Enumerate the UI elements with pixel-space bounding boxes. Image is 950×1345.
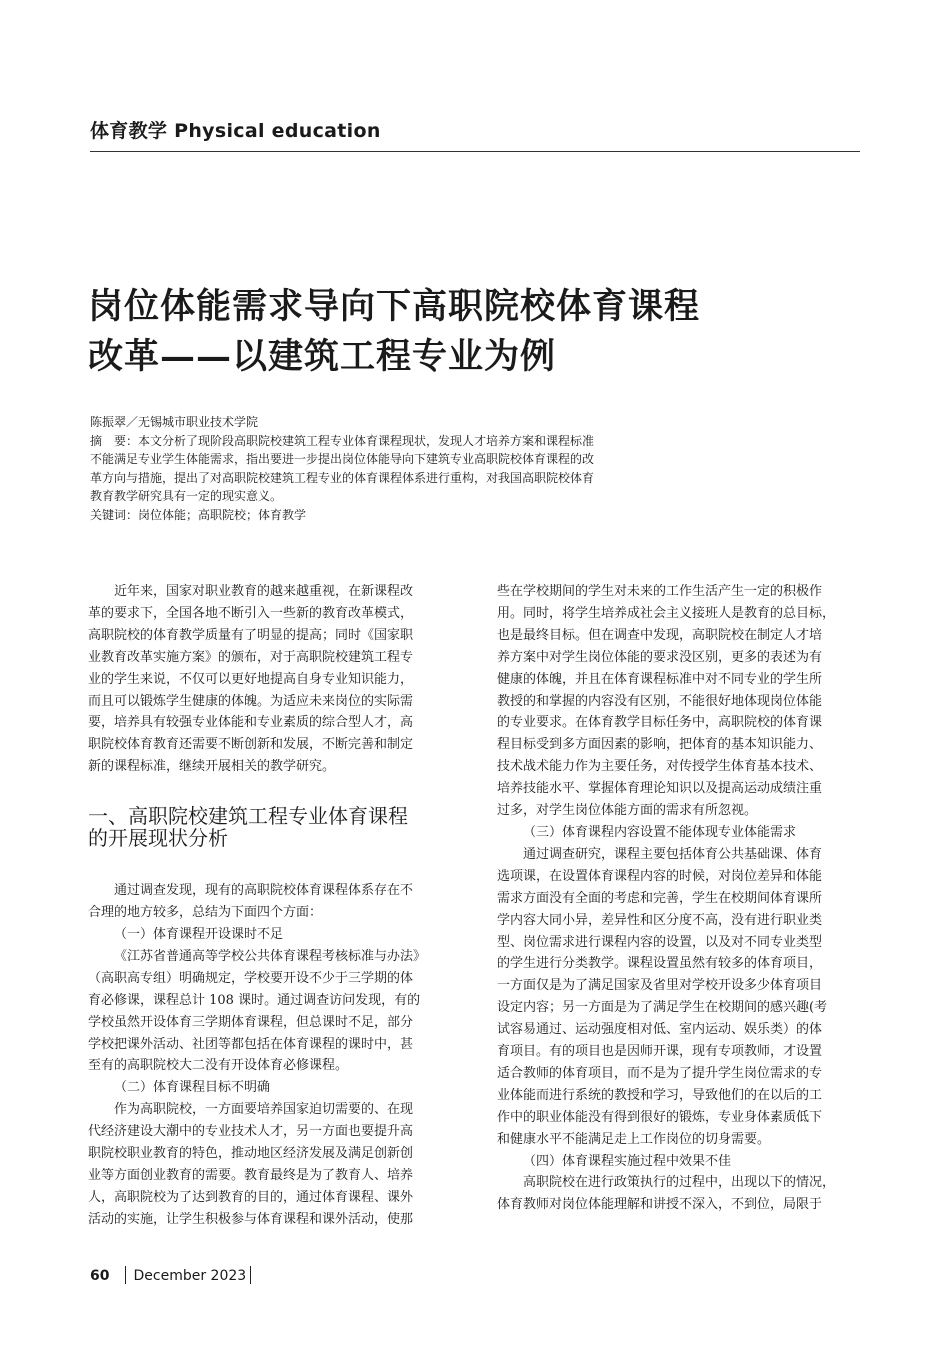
title-line-2: 改革——以建筑工程专业为例 xyxy=(88,336,557,377)
text-line: 而且可以锻炼学生健康的体魄。为适应未来岗位的实际需 xyxy=(88,693,414,709)
text-line: 业的学生来说，不仅可以更好地提高自身专业知识能力， xyxy=(88,671,414,687)
text-line: 作为高职院校，一方面要培养国家迫切需要的、在现 xyxy=(114,1102,414,1118)
page-footer xyxy=(90,1266,251,1284)
text-line: 要，培养具有较强专业体能和专业素质的综合型人才，高 xyxy=(88,715,414,731)
text-line: 《江苏省普通高等学校公共体育课程考核标准与办法》 xyxy=(114,948,427,964)
text-line: 健康的体魄，并且在体育课程标准中对不同专业的学生所 xyxy=(497,671,823,687)
sub2-paragraph xyxy=(88,1099,453,1230)
text-line: 通过调查发现，现有的高职院校体育课程体系存在不 xyxy=(114,883,414,899)
abstract-line: 教育教学研究具有一定的现实意义。 xyxy=(90,489,283,504)
text-line: 革的要求下，全国各地不断引入一些新的教育改革模式， xyxy=(88,605,414,621)
text-line: 代经济建设大潮中的专业技术人才，另一方面也要提升高 xyxy=(88,1124,414,1140)
text-line: 职院校体育教育还需要不断创新和发展，不断完善和制定 xyxy=(88,737,414,753)
section-heading-line: 一、高职院校建筑工程专业体育课程 xyxy=(88,804,408,829)
text-line: 业体能而进行系统的教授和学习，导致他们的在以后的工 xyxy=(497,1087,823,1103)
intro-paragraph xyxy=(88,581,453,778)
text-line: 需求方面没有全面的考虑和完善，学生在校期间体育课所 xyxy=(497,890,823,906)
abstract-line: 革方向与措施，提出了对高职院校建筑工程专业的体育课程体系进行重构，对我国高职院校体育 xyxy=(90,470,595,485)
text-line: 新的课程标准，继续开展相关的教学研究。 xyxy=(88,759,336,775)
title-line-1: 岗位体能需求导向下高职院校体育课程 xyxy=(88,286,701,327)
text-line: 学校把课外活动、社团等都包括在体育课程的课时中，甚 xyxy=(88,1036,414,1052)
text-line: 培养技能水平、掌握体育理论知识以及提高运动成绩注重 xyxy=(497,781,823,797)
subheading-3: （三）体育课程内容设置不能体现专业体能需求 xyxy=(523,824,797,840)
left-column xyxy=(88,581,453,1231)
text-line: 体育教师对岗位体能理解和讲授不深入，不到位，局限于 xyxy=(497,1197,823,1213)
text-line: 用。同时，将学生培养成社会主义接班人是教育的总目标， xyxy=(497,605,836,621)
footer-divider xyxy=(125,1266,126,1284)
text-line: 高职院校在进行政策执行的过程中，出现以下的情况， xyxy=(523,1175,836,1191)
subheading-1: （一）体育课程开设课时不足 xyxy=(114,926,284,942)
text-line: 教授的和掌握的内容没有区别，不能很好地体现岗位体能 xyxy=(497,693,823,709)
text-line: 近年来，国家对职业教育的越来越重视，在新课程改 xyxy=(114,584,414,599)
article-meta xyxy=(90,413,702,525)
text-line: 选项课，在设置体育课程内容的时候，对岗位差异和体能 xyxy=(497,868,823,884)
text-line: 一方面仅是为了满足国家及省里对学校开设多少体育项目 xyxy=(497,978,823,994)
text-line: 通过调查研究，课程主要包括体育公共基础课、体育 xyxy=(523,846,823,862)
text-line: 的专业要求。在体育教学目标任务中，高职院校的体育课 xyxy=(497,715,823,731)
running-header: 体育教学 Physical education xyxy=(90,120,381,142)
text-line: 高职院校的体育教学质量有了明显的提高；同时《国家职 xyxy=(88,627,414,643)
issue-date: December 2023 xyxy=(133,1268,247,1284)
sub4-paragraph xyxy=(497,1172,862,1216)
abstract-line: 摘 要：本文分析了现阶段高职院校建筑工程专业体育课程现状，发现人才培养方案和课程标准 xyxy=(90,433,595,448)
keywords: 关键词：岗位体能；高职院校；体育教学 xyxy=(90,507,307,522)
text-line: 些在学校期间的学生对未来的工作生活产生一定的积极作 xyxy=(497,584,823,599)
text-line: 也是最终目标。但在调查中发现，高职院校在制定人才培 xyxy=(497,627,823,643)
section-heading-line: 的开展现状分析 xyxy=(88,826,228,851)
abstract-line: 不能满足专业学生体能需求，指出要进一步提出岗位体能导向下建筑专业高职院校体育课程的改 xyxy=(90,452,595,467)
text-line: 过多，对学生岗位体能方面的需求有所忽视。 xyxy=(497,803,758,819)
text-line: 和健康水平不能满足走上工作岗位的切身需要。 xyxy=(497,1131,771,1147)
text-line: 活动的实施，让学生积极参与体育课程和课外活动，使那 xyxy=(88,1211,414,1227)
text-line: 职院校职业教育的特色，推动地区经济发展及满足创新创 xyxy=(88,1146,414,1162)
text-line: 育必修课，课程总计 108 课时。通过调查访问发现，有的 xyxy=(88,992,421,1008)
text-line: 育项目。有的项目也是因师开课，现有专项教师，才设置 xyxy=(497,1044,823,1060)
sub3-paragraph xyxy=(497,844,862,1151)
text-line: 人，高职院校为了达到教育的目的，通过体育课程、课外 xyxy=(88,1189,414,1205)
text-line: 试容易通过、运动强度相对低、室内运动、娱乐类）的体 xyxy=(497,1022,823,1038)
article-title xyxy=(88,282,700,382)
footer-divider xyxy=(250,1266,251,1284)
abstract xyxy=(90,432,702,506)
text-line: 作中的职业体能没有得到很好的锻炼，专业身体素质低下 xyxy=(497,1109,823,1125)
text-line: 适合教师的体育项目，而不是为了提升学生岗位需求的专 xyxy=(497,1065,823,1081)
section-intro xyxy=(88,880,453,924)
text-line: 学内容大同小异，差异性和区分度不高，没有进行职业类 xyxy=(497,912,823,928)
subheading-4: （四）体育课程实施过程中效果不佳 xyxy=(523,1153,732,1169)
header-divider xyxy=(90,151,860,152)
text-line: 养方案中对学生岗位体能的要求没区别，更多的表述为有 xyxy=(497,649,823,665)
author-affiliation: 陈振翠／无锡城市职业技术学院 xyxy=(90,415,259,429)
text-line: 的学生进行分类教学。课程设置虽然有较多的体育项目， xyxy=(497,956,823,972)
text-line: （高职高专组）明确规定，学校要开设不少于三学期的体 xyxy=(88,970,414,986)
text-line: 学校虽然开设体育三学期体育课程，但总课时不足，部分 xyxy=(88,1014,414,1030)
right-column xyxy=(497,581,862,1216)
text-line: 型、岗位需求进行课程内容的设置，以及对不同专业类型 xyxy=(497,934,823,950)
text-line: 至有的高职院校大二没有开设体育必修课程。 xyxy=(88,1058,349,1074)
text-line: 技术战术能力作为主要任务，对传授学生体育基本技术、 xyxy=(497,759,823,775)
text-line: 设定内容；另一方面是为了满足学生在校期间的感兴趣(考 xyxy=(497,1000,828,1016)
text-line: 合理的地方较多，总结为下面四个方面： xyxy=(88,905,323,921)
text-line: 业教育改革实施方案》的颁布，对于高职院校建筑工程专 xyxy=(88,649,414,665)
text-line: 程目标受到多方面因素的影响，把体育的基本知识能力、 xyxy=(497,737,823,753)
sub1-paragraph xyxy=(88,946,453,1077)
section-heading xyxy=(88,805,453,849)
page-number: 60 xyxy=(90,1268,110,1284)
subheading-2: （二）体育课程目标不明确 xyxy=(114,1080,271,1096)
text-line: 业等方面创业教育的需要。教育最终是为了教育人、培养 xyxy=(88,1167,414,1183)
continued-paragraph xyxy=(497,581,862,822)
